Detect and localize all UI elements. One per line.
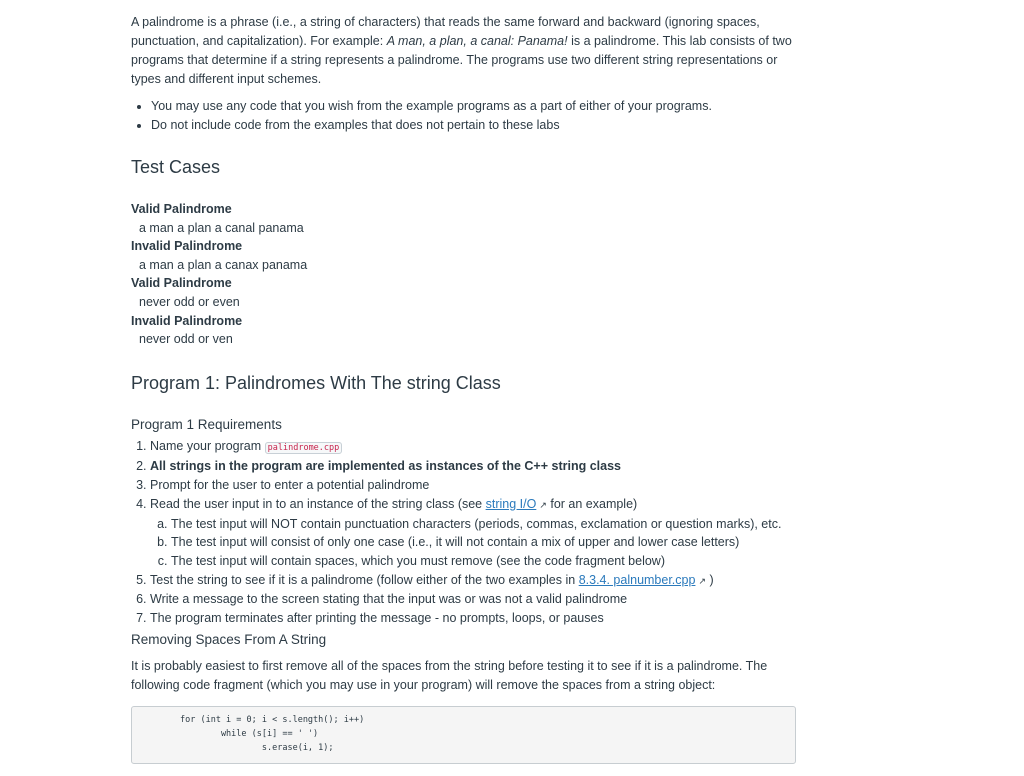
test-case-value: a man a plan a canax panama	[139, 257, 308, 272]
requirement-item	[150, 437, 799, 458]
requirements-heading: Program 1 Requirements	[131, 416, 282, 432]
code-block: for (int i = 0; i < s.length(); i++) while (s[i] == ' ') s.erase(i, 1);	[131, 706, 796, 764]
test-case-label: Invalid Palindrome	[131, 239, 243, 254]
requirements-list	[131, 437, 799, 628]
input-notes-list	[150, 515, 799, 571]
test-case-value: a man a plan a canal panama	[139, 220, 304, 235]
requirement-item	[150, 571, 799, 591]
external-link-icon: ↗	[698, 575, 706, 586]
requirement-item: 6. Write a message to the screen stating that the input was or was not a valid palindrome	[150, 590, 799, 609]
intro-example: A man, a plan, a canal: Panama!	[386, 34, 568, 48]
requirement-text: )	[705, 572, 714, 587]
sub-requirement-item: c. The test input will contain spaces, which you must remove (see the code fragment below)	[171, 552, 799, 571]
assignment-content	[131, 10, 799, 764]
sub-requirement-item: a. The test input will NOT contain punctuation characters (periods, commas, exclamation or question marks), etc.	[171, 515, 799, 534]
test-case-label: Valid Palindrome	[131, 202, 232, 216]
requirement-item	[150, 495, 799, 571]
list-item: • Do not include code from the examples that does not pertain to these labs	[151, 116, 799, 135]
requirement-text: for an example)	[546, 496, 638, 511]
sub-requirement-item: b. The test input will consist of only one case (i.e., it will not contain a mix of upper and lower case letters)	[171, 533, 799, 552]
requirement-item	[150, 457, 799, 476]
requirement-item: 7. The program terminates after printing the message - no prompts, loops, or pauses	[150, 609, 799, 628]
requirement-text: Read the user input in to an instance of the string class (see	[150, 496, 486, 511]
test-cases-list	[131, 200, 799, 349]
string-io-link[interactable]: string I/O	[485, 496, 537, 511]
test-cases-heading: Test Cases	[131, 157, 221, 177]
test-case-value: never odd or ven	[139, 332, 233, 347]
intro-paragraph	[131, 13, 799, 89]
requirement-item: 3. Prompt for the user to enter a potential palindrome	[150, 476, 799, 495]
external-link-icon: ↗	[539, 499, 547, 510]
program1-heading: Program 1: Palindromes With The string Class	[131, 372, 501, 393]
intro-text-continued: is a palindrome. This lab consists of two programs that determine if a string represents a palindrome. The programs use two different string representations or types and different input schemes.	[131, 34, 792, 86]
intro-text: A palindrome is a phrase (i.e., a string of characters) that reads the same forward and backward (ignoring spaces, punctuation, and capitalization). For example:	[131, 15, 760, 48]
test-case-value: never odd or even	[139, 294, 240, 309]
test-case-label: Valid Palindrome	[131, 276, 232, 291]
filename-code: palindrome.cpp	[265, 442, 343, 454]
guidelines-list	[131, 97, 799, 135]
test-case-label: Invalid Palindrome	[131, 313, 243, 328]
list-item: • You may use any code that you wish from the example programs as a part of either of your programs.	[151, 97, 799, 116]
removing-spaces-heading: Removing Spaces From A String	[131, 631, 327, 647]
requirement-text: All strings in the program are implemented as instances of the C++ string class	[150, 459, 621, 474]
palnumber-link[interactable]: 8.3.4. palnumber.cpp	[578, 572, 696, 587]
requirement-text: Test the string to see if it is a palindrome (follow either of the two examples in	[150, 572, 579, 587]
removing-spaces-paragraph: It is probably easiest to first remove all of the spaces from the string before testing it to see if it is a palindrome. The following code fragment (which you may use in your program) will remove the spaces from a string object:	[131, 658, 768, 692]
requirement-text: Name your program	[150, 438, 265, 453]
